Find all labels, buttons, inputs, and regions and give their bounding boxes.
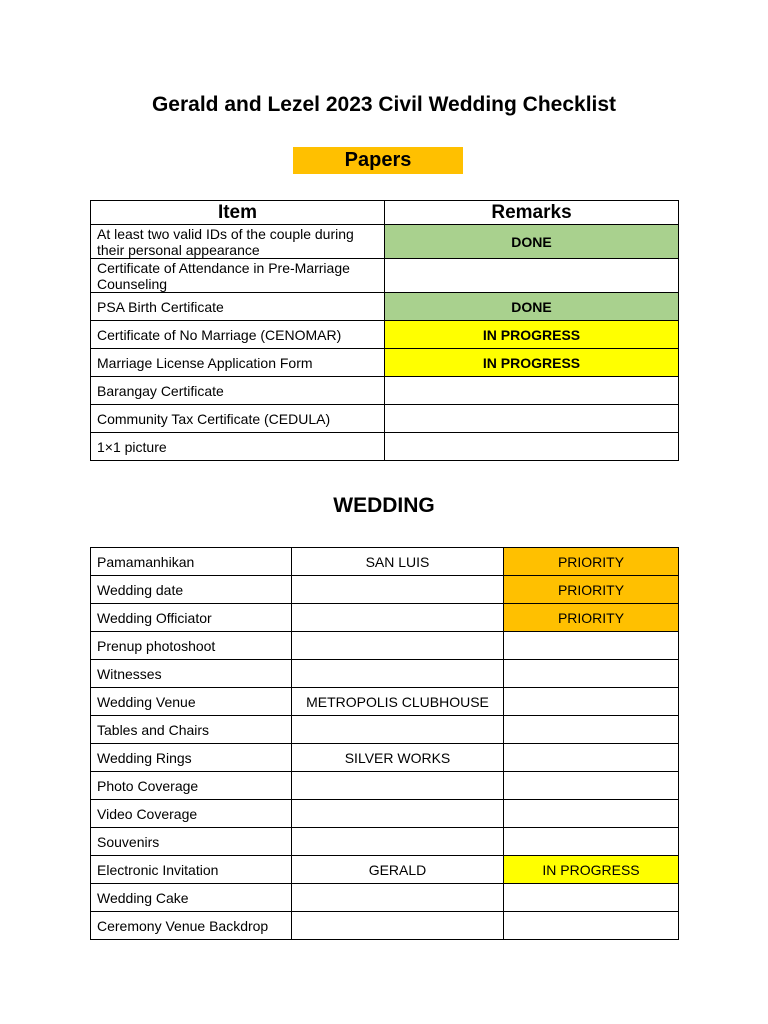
papers-header-remarks: Remarks: [385, 201, 679, 225]
wedding-row: [91, 912, 679, 940]
papers-row: [91, 349, 679, 377]
wedding-row: [91, 604, 679, 632]
wedding-row: [91, 800, 679, 828]
wedding-status: [504, 800, 679, 828]
papers-row: [91, 405, 679, 433]
wedding-detail: METROPOLIS CLUBHOUSE: [292, 688, 504, 716]
papers-row: [91, 377, 679, 405]
wedding-item: Wedding date: [91, 576, 292, 604]
wedding-status: [504, 912, 679, 940]
papers-item: Marriage License Application Form: [91, 349, 385, 377]
papers-header-item: Item: [91, 201, 385, 225]
wedding-detail: [292, 632, 504, 660]
wedding-row: [91, 772, 679, 800]
papers-row: [91, 293, 679, 321]
papers-row: [91, 225, 679, 259]
wedding-detail: [292, 660, 504, 688]
wedding-status: PRIORITY: [504, 604, 679, 632]
wedding-row: [91, 884, 679, 912]
wedding-table: [90, 547, 679, 940]
papers-item: Certificate of Attendance in Pre-Marriage Counseling: [91, 259, 385, 293]
wedding-row: [91, 548, 679, 576]
wedding-item: Photo Coverage: [91, 772, 292, 800]
wedding-row: [91, 660, 679, 688]
wedding-detail: [292, 716, 504, 744]
papers-remark: [385, 377, 679, 405]
wedding-heading: WEDDING: [333, 494, 435, 517]
wedding-item: Wedding Venue: [91, 688, 292, 716]
wedding-status: [504, 688, 679, 716]
papers-item: Barangay Certificate: [91, 377, 385, 405]
wedding-detail: GERALD: [292, 856, 504, 884]
wedding-item: Electronic Invitation: [91, 856, 292, 884]
wedding-status: [504, 660, 679, 688]
wedding-item: Wedding Officiator: [91, 604, 292, 632]
wedding-detail: SILVER WORKS: [292, 744, 504, 772]
wedding-detail: [292, 576, 504, 604]
wedding-detail: SAN LUIS: [292, 548, 504, 576]
wedding-item: Tables and Chairs: [91, 716, 292, 744]
papers-header-row: [91, 201, 679, 225]
wedding-status: [504, 828, 679, 856]
papers-item: Community Tax Certificate (CEDULA): [91, 405, 385, 433]
wedding-status: [504, 772, 679, 800]
wedding-item: Prenup photoshoot: [91, 632, 292, 660]
papers-remark: [385, 433, 679, 461]
wedding-status: [504, 744, 679, 772]
papers-item: Certificate of No Marriage (CENOMAR): [91, 321, 385, 349]
papers-remark: DONE: [385, 293, 679, 321]
papers-remark: IN PROGRESS: [385, 321, 679, 349]
wedding-status: IN PROGRESS: [504, 856, 679, 884]
papers-remark: DONE: [385, 225, 679, 259]
wedding-item: Ceremony Venue Backdrop: [91, 912, 292, 940]
papers-remark: [385, 259, 679, 293]
wedding-row: [91, 576, 679, 604]
papers-row: [91, 259, 679, 293]
papers-row: [91, 321, 679, 349]
wedding-detail: [292, 772, 504, 800]
wedding-row: [91, 632, 679, 660]
wedding-status: PRIORITY: [504, 576, 679, 604]
wedding-detail: [292, 604, 504, 632]
wedding-row: [91, 716, 679, 744]
wedding-row: [91, 828, 679, 856]
papers-row: [91, 433, 679, 461]
papers-heading: Papers: [293, 147, 463, 174]
wedding-detail: [292, 912, 504, 940]
wedding-status: [504, 632, 679, 660]
wedding-item: Wedding Cake: [91, 884, 292, 912]
wedding-item: Pamamanhikan: [91, 548, 292, 576]
papers-item: At least two valid IDs of the couple during their personal appearance: [91, 225, 385, 259]
wedding-item: Witnesses: [91, 660, 292, 688]
wedding-item: Souvenirs: [91, 828, 292, 856]
wedding-item: Wedding Rings: [91, 744, 292, 772]
wedding-row: [91, 856, 679, 884]
wedding-detail: [292, 828, 504, 856]
papers-item: PSA Birth Certificate: [91, 293, 385, 321]
wedding-detail: [292, 800, 504, 828]
papers-remark: [385, 405, 679, 433]
wedding-status: PRIORITY: [504, 548, 679, 576]
page-title: Gerald and Lezel 2023 Civil Wedding Checklist: [151, 93, 617, 116]
papers-remark: IN PROGRESS: [385, 349, 679, 377]
wedding-status: [504, 884, 679, 912]
papers-item: 1×1 picture: [91, 433, 385, 461]
papers-table: [90, 200, 679, 461]
wedding-detail: [292, 884, 504, 912]
wedding-status: [504, 716, 679, 744]
wedding-row: [91, 688, 679, 716]
wedding-item: Video Coverage: [91, 800, 292, 828]
wedding-row: [91, 744, 679, 772]
